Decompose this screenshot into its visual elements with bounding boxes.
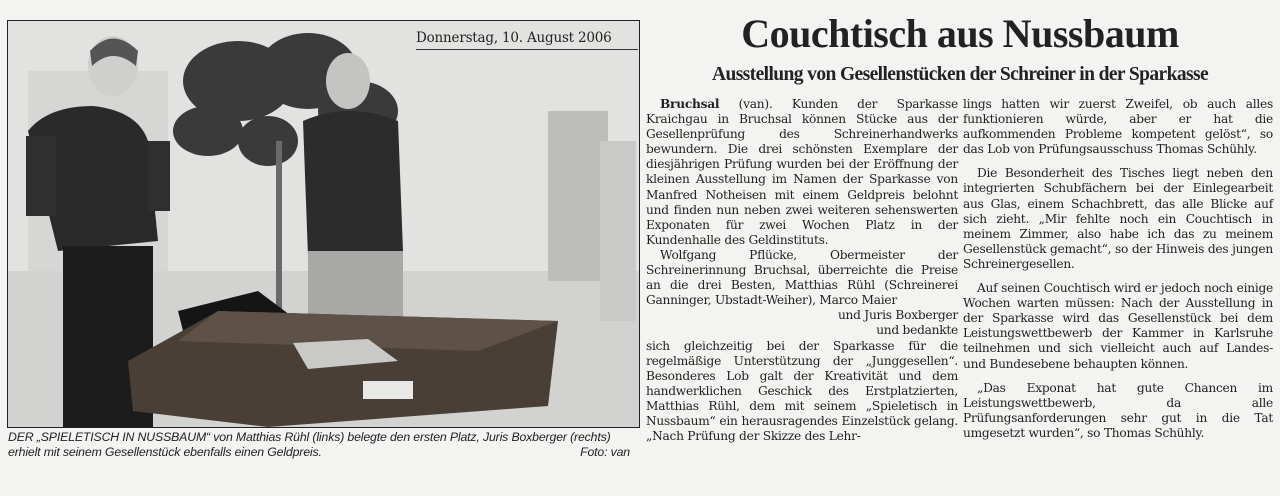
dateline: Donnerstag, 10. August 2006 bbox=[416, 30, 638, 50]
article-column-2 bbox=[963, 97, 1273, 441]
photo-credit: Foto: van bbox=[580, 445, 630, 459]
paragraph: Bruchsal (van). Kunden der Sparkasse Kraichgau in Bruchsal können Stücke aus der Gesellenprüfung des Schreinerhandwerks bewundern. Die drei schönsten Exemplare der diesjährigen Prüfung wurden bei der Eröffnung der kleinen Ausstellung im Namen der Sparkasse von Manfred Notheisen mit einem Geldpreis belohnt und finden nun neben zwei weiteren sehenswerten Exponaten für zwei Wochen Platz in der Kundenhalle des Geldinstituts. bbox=[646, 97, 958, 247]
paragraph: lings hatten wir zuerst Zweifel, ob auch alles funktionieren würde, aber er hat die aufkommenden Probleme kompetent gelöst“, so das Lob von Prüfungsausschuss Thomas Schühly. bbox=[963, 97, 1273, 157]
headline: Couchtisch aus Nussbaum bbox=[741, 11, 1179, 56]
article-photo bbox=[7, 20, 640, 428]
paragraph: Wolfgang Pflücke, Obermeister der Schreinerinnung Bruchsal, überreichte die Preise an die drei Besten, Matthias Rühl (Schreinerei Ganninger, Ubstadt-Weiher), Marco Maier bbox=[646, 247, 958, 308]
paragraph-fragment: und Juris Boxberger bbox=[837, 308, 958, 323]
paragraph-fragment: und bedankte bbox=[876, 323, 958, 338]
paragraph: „Das Exponat hat gute Chancen im Leistungswettbewerb, da alle Prüfungsanforderungen sehr gut in die Tat umgesetzt wurden“, so Thomas Schühly. bbox=[963, 380, 1273, 440]
paragraph: Die Besonderheit des Tisches liegt neben den integrierten Schubfächern bei der Einlegearbeit aus Glas, einem Schachbrett, das alle Blicke auf sich zieht. „Mir fehlte noch ein Couchtisch in meinem Zimmer, also habe ich das zu meinem Gesellenstück gemacht“, so der Hinweis des jungen Schreinergesellen. bbox=[963, 166, 1273, 271]
article-column-1 bbox=[646, 97, 958, 444]
paragraph: Auf seinen Couchtisch wird er jedoch noch einige Wochen warten müssen: Nach der Ausstellung in der Sparkasse wird das Gesellenstück bei dem Leistungswettbewerb der Kammer in Karlsruhe teilnehmen und sich vielleicht auch auf Landes- und Bundesebene behaupten können. bbox=[963, 281, 1273, 371]
paragraph: sich gleichzeitig bei der Sparkasse für die regelmäßige Unterstützung der „Junggesellen“. Besonderes Lob galt der Kreativität und dem handwerklichen Geschick des Erstplatzierten, Matthias Rühl, dem mit seinem „Spieletisch in Nussbaum“ ein herausragendes Einzelstück gelang. „Nach Prüfung der Skizze des Lehr- bbox=[646, 338, 958, 444]
subheadline: Ausstellung von Gesellenstücken der Schreiner in der Sparkasse bbox=[711, 64, 1209, 85]
caption-text: DER „SPIELETISCH IN NUSSBAUM“ von Matthias Rühl (links) belegte den ersten Platz, Juris Boxberger (rechts) erhielt mit seinem Gesellenstück ebenfalls einen Geldpreis. bbox=[8, 430, 611, 459]
lead-location: Bruchsal bbox=[660, 97, 720, 111]
photo-caption bbox=[8, 430, 632, 460]
photo-illustration bbox=[8, 21, 639, 427]
